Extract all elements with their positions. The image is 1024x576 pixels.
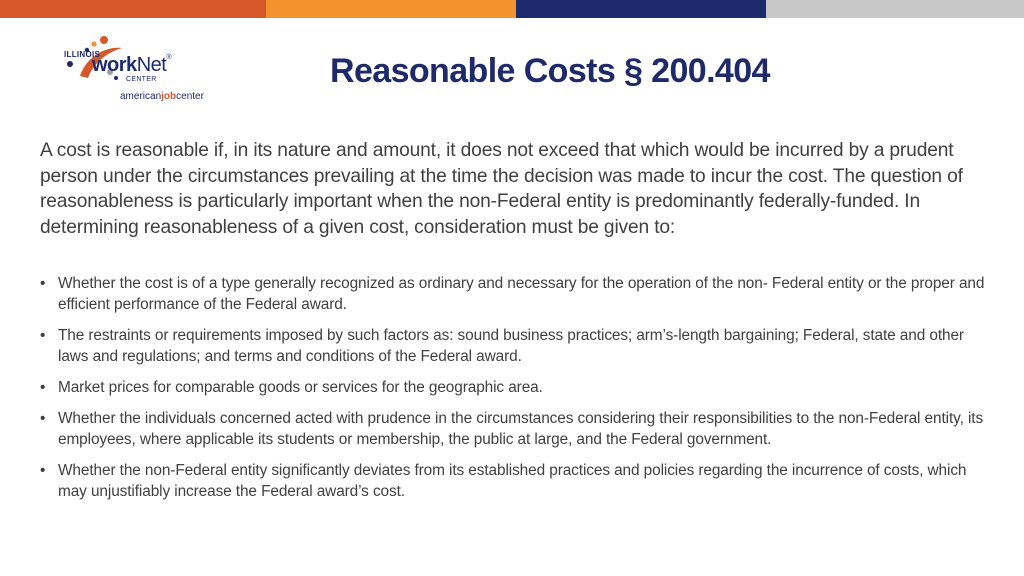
logo-illinois-text: ILLINOIS [64,50,101,59]
logo-worknet-wordmark [92,54,171,77]
bullet-list [40,274,990,513]
bullet-item [40,409,990,451]
bullet-dot: • [40,275,46,292]
bullet-item [40,378,990,399]
bullet-text: Whether the individuals concerned acted with prudence in the circumstances considering their responsibilities to the non-Federal entity, its employees, where applicable its students or membership, the public at large, and the Federal government. [58,410,984,448]
bullet-item [40,326,990,368]
illinois-worknet-logo [58,30,228,110]
bullet-text: Market prices for comparable goods or services for the geographic area. [58,378,543,396]
logo-net-text: Net [136,54,167,76]
bullet-item [40,274,990,316]
logo-center-text: CENTER [126,76,157,83]
bullet-dot: • [40,378,46,396]
bullet-text: The restraints or requirements imposed by such factors as: sound business practices; arm’s-length bargaining; Federal, state and other laws and regulations; and terms and conditions of the Federal award. [58,326,964,365]
logo-center-lower-text: center [176,91,204,102]
color-bar-segment-orange-red [0,0,266,18]
color-bar-segment-orange [266,0,516,18]
color-bar-segment-gray [766,0,1024,18]
logo-job-text: job [161,91,177,102]
slide-title: Reasonable Costs § 200.404 [330,52,770,90]
logo-work-text: work [92,54,137,76]
intro-paragraph: A cost is reasonable if, in its nature and amount, it does not exceed that which would be incurred by a prudent person under the circumstances prevailing at the time the decision was made to incur the cost. The question of reasonableness is particularly important when the non-Federal entity is predominantly federally-funded. In determining reasonableness of a given cost, consideration must be given to: [40,140,963,238]
bullet-dot: • [40,410,46,428]
logo-american-text: american [120,91,162,102]
bullet-text: Whether the non-Federal entity significantly deviates from its established practices and policies regarding the incurrence of costs, which may unjustifiably increase the Federal award’s cost. [58,462,967,500]
bullet-text: Whether the cost is of a type generally recognized as ordinary and necessary for the operation of the non- Federal entity or the proper and efficient performance of the Federal award. [58,275,985,313]
top-color-bar [0,0,1024,18]
bullet-item [40,461,990,503]
bullet-dot: • [40,462,46,480]
logo-registered-mark: ® [166,54,171,61]
logo-americanjobcenter-text [120,91,204,102]
color-bar-segment-navy [516,0,766,18]
bullet-dot: • [40,326,46,344]
